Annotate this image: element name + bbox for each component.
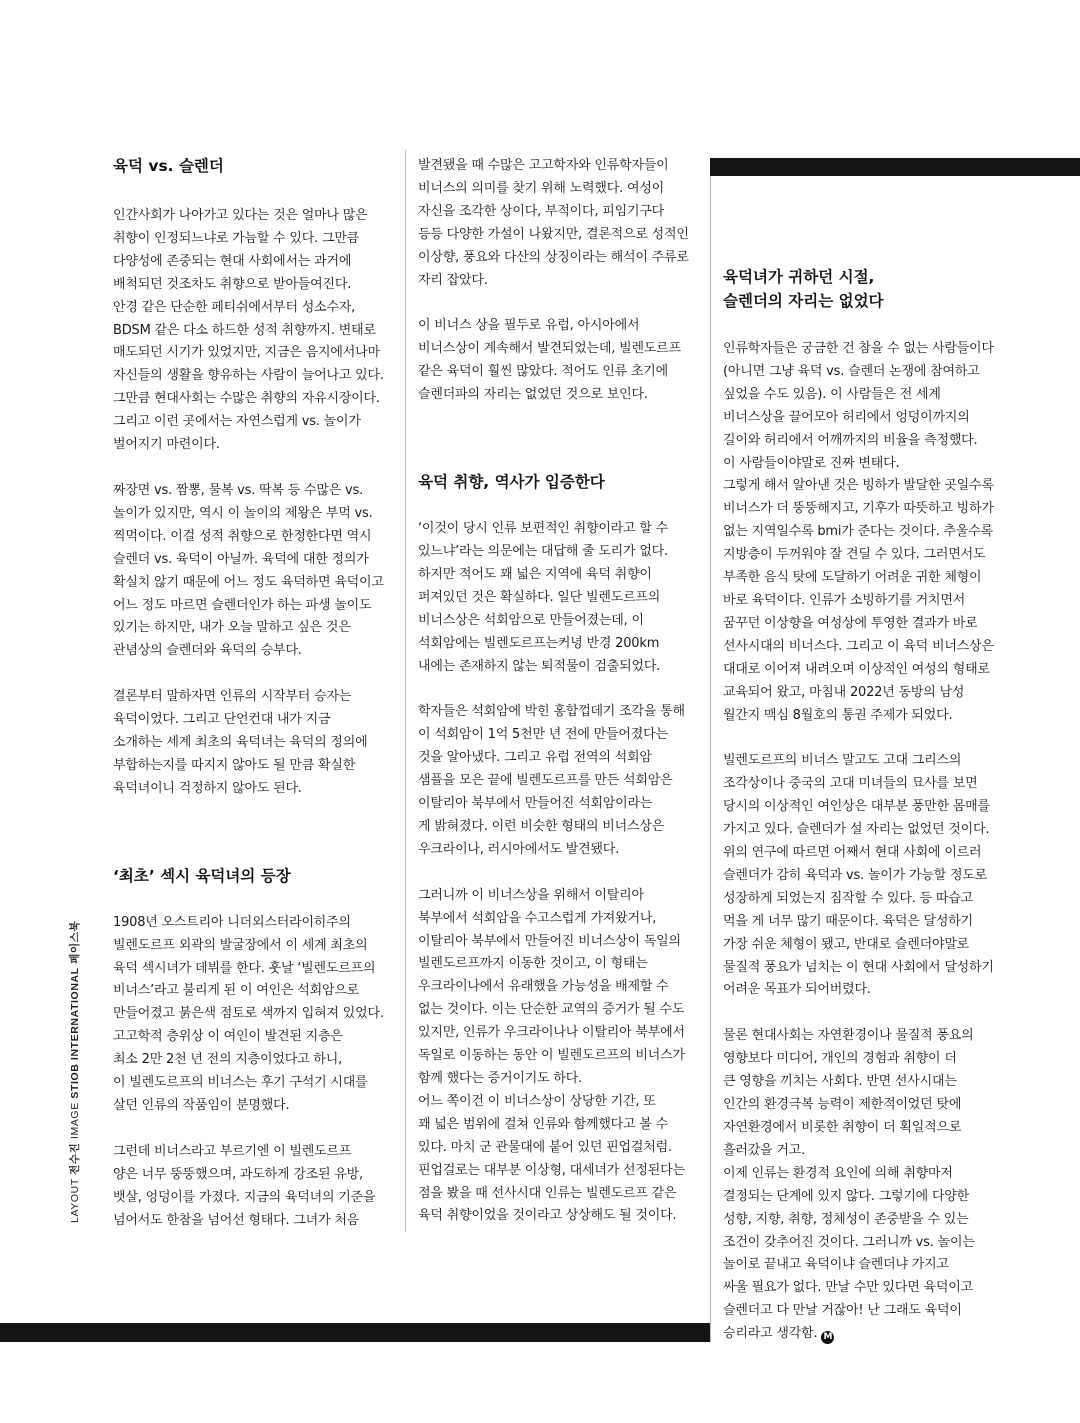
text-line: 있다. 마치 군 관물대에 붙어 있던 핀업걸처럼. — [418, 1139, 672, 1155]
heading-first-sexy-yukdeok: ‘최초’ 섹시 육덕녀의 등장 — [113, 866, 291, 885]
text-line: 발견됐을 때 수많은 고고학자와 인류학자들이 — [418, 158, 669, 173]
text-line: 성장하게 되었는지 짐작할 수 있다. 등 따습고 — [723, 890, 973, 906]
text-line: 비너스가 더 뚱뚱해지고, 기후가 따뜻하고 빙하가 — [723, 501, 994, 517]
text-line: 영향보다 미디어, 개인의 경험과 취향이 더 — [723, 1051, 957, 1067]
text-line: 퍼져있던 것은 확실하다. 일단 빌렌도르프의 — [418, 589, 661, 605]
paragraph — [418, 518, 696, 678]
text-line: 다양성에 존중되는 현대 사회에서는 과거에 — [113, 253, 352, 269]
heading-no-place-for-slender — [723, 265, 1005, 313]
text-line: 육덕녀가 귀하던 시절, — [723, 268, 875, 286]
text-line: 핀업걸로는 대부분 이상형, 대세녀가 선정된다는 — [418, 1162, 685, 1178]
text-line: 어려운 목표가 되어버렸다. — [723, 982, 871, 998]
text-line: 자연환경에서 비롯한 취향이 더 획일적으로 — [723, 1120, 962, 1135]
text-line: 놀이로 끝내고 육덕이냐 슬렌더냐 가지고 — [723, 1257, 949, 1273]
text-line: 꽤 넓은 범위에 걸쳐 인류와 함께했다고 볼 수 — [418, 1116, 668, 1132]
text-line: 독일로 이동하는 동안 이 빌렌도르프의 비너스가 — [418, 1048, 685, 1064]
text-line: 그리고 이런 곳에서는 자연스럽게 vs. 놀이가 — [113, 414, 361, 430]
text-line: 교육되어 왔고, 마침내 2022년 동방의 남성 — [723, 684, 965, 700]
side-credit — [67, 921, 82, 1223]
text-line: 큰 영향을 끼치는 사회다. 반면 선사시대는 — [723, 1074, 957, 1090]
text-line: 있느냐’라는 의문에는 대답해 줄 도리가 없다. — [418, 543, 668, 559]
text-line: 이탈리아 북부에서 만들어진 석회암이라는 — [418, 796, 653, 812]
layout-label: LAYOUT — [69, 1178, 81, 1223]
text-line: 놀이가 있지만, 역시 이 놀이의 제왕은 부먹 vs. — [113, 505, 373, 521]
text-line: 이 빌렌도르프의 비너스는 후기 구석기 시대를 — [113, 1075, 368, 1091]
paragraph — [113, 480, 393, 663]
text-line: 슬렌더파의 자리는 없었던 것으로 보인다. — [418, 387, 648, 403]
text-line: 인류학자들은 궁금한 건 참을 수 없는 사람들이다 — [723, 341, 994, 356]
text-line: 빌렌도르프 외곽의 발굴장에서 이 세계 최초의 — [113, 937, 368, 953]
text-line: 꿈꾸던 이상향을 여성상에 투영한 결과가 바로 — [723, 615, 978, 631]
text-line: 하지만 적어도 꽤 넓은 지역에 육덕 취향이 — [418, 566, 652, 582]
text-line: 짜장면 vs. 짬뽕, 물복 vs. 딱복 등 수많은 vs. — [113, 482, 364, 498]
text-line: 뱃살, 엉덩이를 가졌다. 지금의 육덕녀의 기준을 — [113, 1189, 376, 1205]
paragraph — [723, 750, 1005, 1002]
paragraph-final — [723, 1025, 1005, 1346]
text-line: 만들어졌고 붉은색 점토로 색까지 입혀져 있었다. — [113, 1006, 384, 1022]
text-line: 물론 현대사회는 자연환경이나 물질적 풍요의 — [723, 1028, 974, 1044]
text-line: 성향, 지향, 취향, 정체성이 존중받을 수 있는 — [723, 1211, 969, 1227]
text-line: 먹을 게 너무 많기 때문이다. 육덕은 달성하기 — [723, 913, 973, 929]
text-line: 지방층이 두꺼워야 잘 견딜 수 있다. 그러면서도 — [723, 547, 986, 563]
paragraph — [418, 701, 696, 861]
text-line: 그렇게 해서 알아낸 것은 빙하가 발달한 곳일수록 — [723, 478, 994, 494]
text-line: 어느 쪽이건 이 비너스상이 상당한 기간, 또 — [418, 1093, 656, 1109]
text-line: BDSM 같은 다소 하드한 성적 취향까지. 변태로 — [113, 322, 376, 338]
text-line: 어느 정도 마르면 슬렌더인가 하는 파생 놀이도 — [113, 597, 372, 613]
paragraph — [418, 315, 696, 407]
text-line: 1908년 오스트리아 니더외스터라이히주의 — [113, 914, 351, 930]
bottom-left-bar — [0, 1323, 710, 1342]
text-line: 북부에서 석회암을 수고스럽게 가져왔거나, — [418, 910, 657, 926]
text-line: 비너스’라고 불리게 된 이 여인은 석회암으로 — [113, 983, 360, 999]
text-line: 흘러갔을 거고. — [723, 1142, 806, 1158]
text-line: 비너스상을 끌어모아 허리에서 엉덩이까지의 — [723, 409, 970, 425]
text-line: 석회암에는 빌렌도르프는커녕 반경 200km — [418, 635, 660, 651]
text-line: 가지고 있다. 슬렌더가 설 자리는 없었던 것이다. — [723, 822, 990, 838]
text-line: 당시의 이상적인 여인상은 대부분 풍만한 몸매를 — [723, 799, 990, 815]
text-line: 양은 너무 뚱뚱했으며, 과도하게 강조된 유방, — [113, 1166, 363, 1182]
text-line: 배척되던 것조차도 취향으로 받아들여진다. — [113, 276, 352, 292]
text-line: 싶었을 수도 있음). 이 사람들은 전 세계 — [723, 386, 941, 402]
paragraph — [723, 338, 1005, 727]
text-line: ‘이것이 당시 인류 보편적인 취향이라고 할 수 — [418, 521, 668, 537]
text-line: 취향이 인정되느냐로 가늠할 수 있다. 그만큼 — [113, 230, 360, 246]
text-line: 게 밝혀졌다. 이런 비슷한 형태의 비너스상은 — [418, 818, 665, 834]
text-line: 슬렌더가 감히 육덕과 vs. 놀이가 가능할 정도로 — [723, 867, 988, 883]
text-line: 등등 다양한 가설이 나왔지만, 결론적으로 성적인 — [418, 226, 689, 242]
column-divider-2 — [710, 176, 711, 1343]
text-line: 함께 했다는 증거이기도 하다. — [418, 1071, 583, 1086]
text-line: 슬렌더고 다 만날 거잖아! 난 그래도 육덕이 — [723, 1303, 962, 1319]
text-line: 월간지 맥심 8월호의 통권 주제가 되었다. — [723, 707, 953, 723]
text-line: 육덕이었다. 그리고 단언컨대 내가 지금 — [113, 712, 331, 728]
text-line: 이 석회암이 1억 5천만 년 전에 만들어졌다는 — [418, 727, 668, 743]
text-line: 이제 인류는 환경적 요인에 의해 취향마저 — [723, 1165, 953, 1181]
layout-name: 전수진 — [69, 1142, 81, 1175]
text-line: 살던 인류의 작품임이 분명했다. — [113, 1098, 290, 1113]
text-line: 넘어서도 한참을 넘어선 형태다. 그녀가 처음 — [113, 1212, 360, 1228]
text-line: 그런데 비너스라고 부르기엔 이 빌렌도르프 — [113, 1143, 352, 1159]
text-line: 자신들의 생활을 향유하는 사람이 늘어나고 있다. — [113, 368, 384, 384]
text-line: 슬렌더의 자리는 없었다 — [723, 292, 884, 310]
text-line: 부합하는지를 따지지 않아도 될 만큼 확실한 — [113, 757, 356, 773]
text-line: 점을 봤을 때 선사시대 인류는 빌렌도르프 같은 — [418, 1185, 677, 1201]
text-line: 소개하는 세계 최초의 육덕녀는 육덕의 정의에 — [113, 735, 368, 751]
maxim-end-mark-icon: M — [821, 1331, 834, 1344]
text-line: 그러니까 이 비너스상을 위해서 이탈리아 — [418, 887, 644, 903]
column-3 — [723, 265, 1005, 1346]
text-line: 결론부터 말하자면 인류의 시작부터 승자는 — [113, 689, 352, 705]
text-line: 슬렌더 vs. 육덕이 아닐까. 육덕에 대한 정의가 — [113, 551, 369, 567]
text-line: 빌렌도르프까지 이동한 것이고, 이 형태는 — [418, 956, 648, 972]
heading-history-proves: 육덕 취향, 역사가 입증한다 — [418, 473, 605, 492]
text-line: 위의 연구에 따르면 어째서 현대 사회에 이르러 — [723, 845, 982, 861]
text-line: 이상향, 풍요와 다산의 상징이라는 해석이 주류로 — [418, 249, 689, 265]
text-line: 우크라이나에서 유래했을 가능성을 배제할 수 — [418, 979, 669, 995]
text-line: 싸울 필요가 없다. 만날 수만 있다면 육덕이고 — [723, 1280, 973, 1296]
text-line: 있지만, 인류가 우크라이나나 이탈리아 북부에서 — [418, 1025, 685, 1041]
column-1 — [113, 150, 393, 1233]
text-line: 벌어지기 마련이다. — [113, 437, 220, 453]
text-line: 승리라고 생각함. M — [723, 1323, 1005, 1346]
text-line: 최소 2만 2천 년 전의 지층이었다고 하니, — [113, 1052, 343, 1068]
text-line: 자신을 조각한 상이다, 부적이다, 피임기구다 — [418, 203, 665, 219]
text-line: 그만큼 현대사회는 수많은 취향의 자유시장이다. — [113, 391, 380, 407]
paragraph — [418, 885, 696, 1229]
top-right-bar — [710, 158, 1080, 176]
paragraph — [418, 155, 696, 292]
text-line: 자리 잡았다. — [418, 272, 488, 288]
text-line: 물질적 풍요가 넘치는 이 현대 사회에서 달성하기 — [723, 959, 994, 975]
column-divider-1 — [405, 150, 406, 1232]
text-line: 학자들은 석회암에 박힌 홍합껍데기 조각을 통해 — [418, 704, 685, 720]
text-line: 찍먹이다. 이걸 성적 취향으로 한정한다면 역시 — [113, 528, 372, 544]
text-line: 선사시대의 비너스다. 그리고 이 육덕 비너스상은 — [723, 638, 994, 654]
text-line: 같은 육덕이 훨씬 많았다. 적어도 인류 초기에 — [418, 364, 668, 380]
text-line: 고고학적 층위상 이 여인이 발견된 지층은 — [113, 1029, 343, 1045]
text-line: 인간의 환경극복 능력이 제한적이었던 탓에 — [723, 1097, 962, 1113]
text-line: 바로 육덕이다. 인류가 소빙하기를 거치면서 — [723, 592, 966, 608]
text-line: 빌렌도르프의 비너스 말고도 고대 그리스의 — [723, 753, 962, 769]
text-line: 육덕 취향이었을 것이라고 상상해도 될 것이다. — [418, 1208, 677, 1224]
text-line: 샘플을 모은 끝에 빌렌도르프를 만든 석회암은 — [418, 773, 673, 789]
image-label: IMAGE — [69, 1102, 81, 1140]
text-line: 없는 것이다. 이는 단순한 교역의 증거가 될 수도 — [418, 1002, 685, 1018]
paragraph — [113, 1141, 393, 1233]
text-line: 있기는 하지만, 내가 오늘 말하고 싶은 것은 — [113, 620, 351, 636]
text-line: 관념상의 슬렌더와 육덕의 승부다. — [113, 643, 302, 659]
text-line: 없는 지역일수록 bmi가 준다는 것이다. 추울수록 — [723, 524, 993, 540]
text-line: 이 사람들이야말로 진짜 변태다. — [723, 455, 900, 471]
text-line: 내에는 존재하지 않는 퇴적물이 검출되었다. — [418, 658, 661, 674]
text-line: 확실치 않기 때문에 어느 정도 육덕하면 육덕이고 — [113, 574, 384, 590]
text-line: 가장 쉬운 체형이 됐고, 반대로 슬렌더야말로 — [723, 936, 970, 952]
text-line: 우크라이나, 러시아에서도 발견됐다. — [418, 841, 620, 857]
paragraph — [113, 686, 393, 801]
text-line: 인간사회가 나아가고 있다는 것은 얼마나 많은 — [113, 208, 368, 223]
text-line: 비너스의 의미를 찾기 위해 노력했다. 여성이 — [418, 180, 665, 196]
text-line: (아니면 그냥 육덕 vs. 슬렌더 논쟁에 참여하고 — [723, 363, 980, 379]
paragraph — [113, 205, 393, 457]
text-line: 대대로 이어져 내려오며 이상적인 여성의 형태로 — [723, 661, 990, 677]
text-line: 매도되던 시기가 있었지만, 지금은 음지에서나마 — [113, 345, 380, 361]
text-line: 안경 같은 단순한 페티쉬에서부터 성소수자, — [113, 299, 356, 315]
image-source: STIOB INTERNATIONAL — [69, 967, 81, 1099]
column-2 — [418, 155, 696, 1228]
paragraph — [113, 912, 393, 1118]
text-line: 결정되는 단계에 있지 않다. 그렇기에 다양한 — [723, 1188, 970, 1204]
text-line: 비너스상이 계속해서 발견되었는데, 빌렌도르프 — [418, 341, 681, 357]
text-line: 이탈리아 북부에서 만들어진 비너스상이 독일의 — [418, 933, 681, 949]
text-line: 육덕 섹시녀가 데뷔를 한다. 훗날 ‘빌렌도르프의 — [113, 960, 376, 976]
text-line: 이 비너스 상을 필두로 유럽, 아시아에서 — [418, 318, 640, 334]
text-line: 조각상이나 중국의 고대 미녀들의 묘사를 보면 — [723, 776, 978, 792]
text-line: 비너스상은 석회암으로 만들어졌는데, 이 — [418, 612, 644, 628]
text-line: 것을 알아냈다. 그리고 유럽 전역의 석회암 — [418, 750, 652, 766]
text-line: 육덕녀이니 걱정하지 않아도 된다. — [113, 780, 302, 796]
text-line: 조건이 갖추어진 것이다. 그러니까 vs. 놀이는 — [723, 1234, 975, 1250]
text-line: 부족한 음식 탓에 도달하기 어려운 귀한 체형이 — [723, 570, 982, 586]
image-extra: 페이스북 — [69, 920, 81, 964]
text-line: 길이와 허리에서 어깨까지의 비율을 측정했다. — [723, 432, 978, 448]
heading-yukdeok-vs-slender: 육덕 vs. 슬렌더 — [113, 157, 224, 175]
